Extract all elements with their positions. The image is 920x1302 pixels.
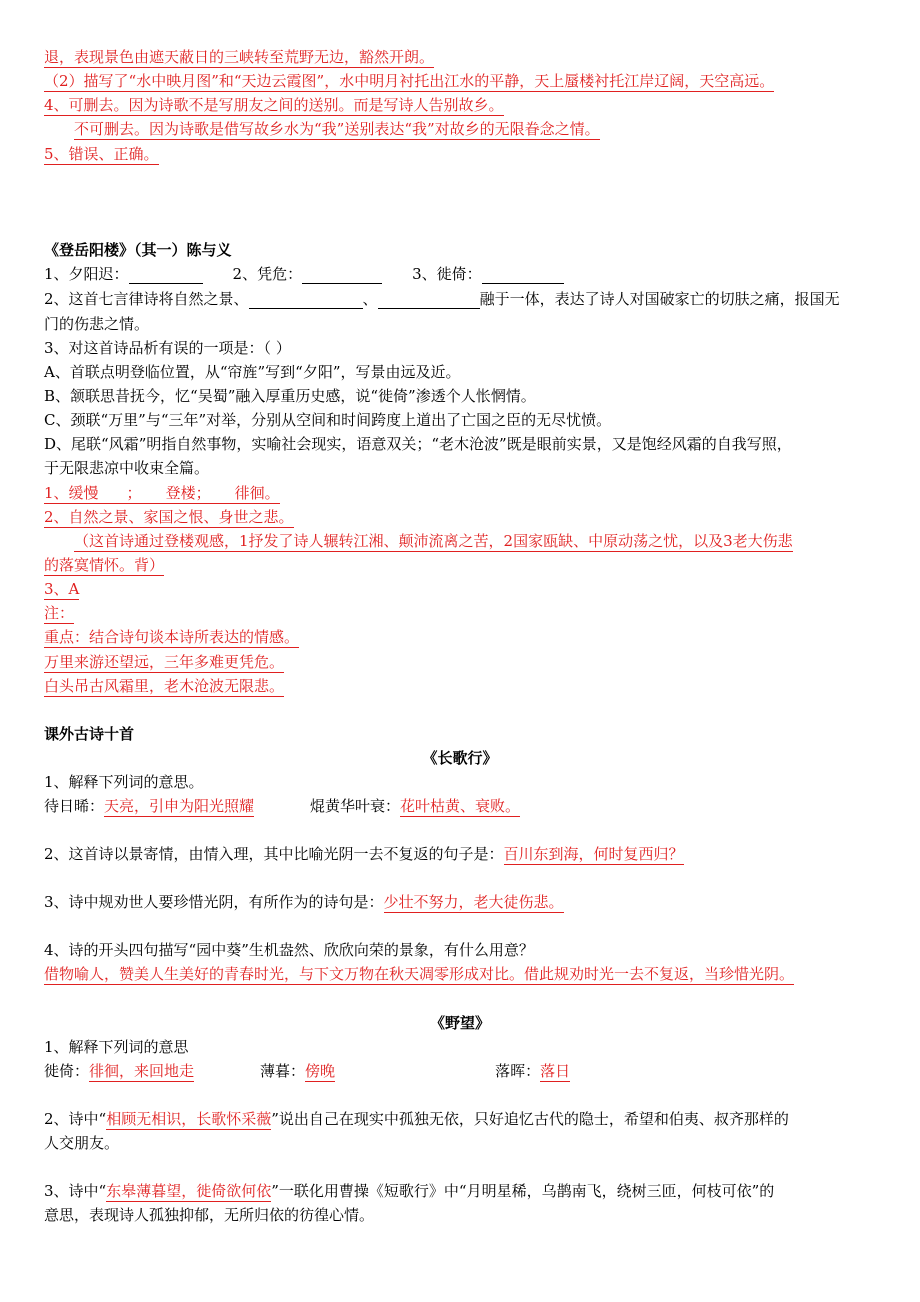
section-heading: 课外古诗十首: [44, 725, 135, 743]
answer-line: 的落寞情怀。背）: [44, 556, 165, 574]
question-line: 4、诗的开头四句描写“园中葵”生机盎然、欣欣向荣的景象，有什么用意？: [44, 941, 534, 959]
option-c: C、颈联“万里”与“三年”对举，分别从空间和时间跨度上道出了亡国之臣的无尽忧愤。: [44, 411, 612, 429]
answer-line: 白头吊古风霜里，老木沧波无限悲。: [44, 677, 285, 695]
question-line: 3、诗中“东皋薄暮望，徙倚欲何依”一联化用曹操《短歌行》中“月明星稀，乌鹊南飞，绕树三匝，何枝可依”的: [44, 1182, 775, 1200]
question-line: 2、这首七言律诗将自然之景、 、 融于一体，表达了诗人对国破家亡的切肤之痛，报国无: [44, 290, 840, 308]
question-line: 待日晞：天亮，引申为阳光照耀 焜黄华叶衰：花叶枯黄、衰败。: [44, 797, 521, 815]
blank: [482, 267, 564, 284]
answer-line: 万里来游还望远，三年多难更凭危。: [44, 653, 285, 671]
question-line: 1、夕阳迟： 2、凭危： 3、徙倚：: [44, 264, 564, 286]
option-b: B、颔联思昔抚今，忆“吴蜀”融入厚重历史感，说“徙倚”渗透个人怅惘情。: [44, 387, 536, 405]
poem-title: 《长歌行》: [422, 749, 498, 767]
option-d: D、尾联“风霜”明指自然事物，实喻社会现实，语意双关；“老木沧波”既是眼前实景，又是饱经风霜的自我写照，: [44, 435, 792, 453]
blank: [302, 267, 382, 284]
answer-line: 注：: [44, 604, 75, 622]
answer-line: 4、可删去。因为诗歌不是写朋友之间的送别。而是写诗人告别故乡。: [44, 96, 504, 114]
question-line: 意思，表现诗人孤独抑郁，无所归依的彷徨心情。: [44, 1206, 375, 1224]
question-line: 门的伤悲之情。: [44, 315, 150, 333]
answer-line: 退，表现景色由遮天蔽日的三峡转至荒野无边，豁然开朗。: [44, 48, 435, 66]
blank: [249, 292, 363, 309]
question-line: 人交朋友。: [44, 1134, 120, 1152]
question-line: 2、诗中“相顾无相识，长歌怀采薇”说出自己在现实中孤独无依，只好追忆古代的隐士，希望和伯夷、叔齐那样的: [44, 1110, 789, 1128]
answer-line: 借物喻人，赞美人生美好的青春时光，与下文万物在秋天凋零形成对比。借此规劝时光一去不复返，当珍惜光阴。: [44, 965, 795, 983]
section-title: 《登岳阳楼》（其一）陈与义: [44, 241, 232, 259]
option-a: A、首联点明登临位置，从“帘旌”写到“夕阳”，写景由远及近。: [44, 363, 461, 381]
answer-line: 1、缓慢 ； 登楼； 徘徊。: [44, 484, 280, 502]
question-line: 3、诗中规劝世人要珍惜光阴，有所作为的诗句是：少壮不努力，老大徒伤悲。: [44, 893, 564, 911]
question-line: 2、这首诗以景寄情，由情入理，其中比喻光阴一去不复返的句子是：百川东到海，何时复西归？: [44, 845, 684, 863]
blank: [378, 292, 480, 309]
answer-line: 2、自然之景、家国之恨、身世之悲。: [44, 508, 294, 526]
answer-line: 不可删去。因为诗歌是借写故乡水为“我”送别表达“我”对故乡的无限眷念之情。: [74, 120, 600, 138]
answer-line: 重点：结合诗句谈本诗所表达的情感。: [44, 628, 300, 646]
answer-line: （2）描写了“水中映月图”和“天边云霞图”，水中明月衬托出江水的平静，天上蜃楼衬托江岸辽阔，天空高远。: [44, 72, 775, 90]
answer-line: （这首诗通过登楼观感，1抒发了诗人辗转江湘、颠沛流离之苦，2国家瓯缺、中原动荡之忧，以及3老大伤悲: [74, 532, 793, 550]
question-line: 3、对这首诗品析有误的一项是：（ ）: [44, 339, 291, 357]
poem-title: 《野望》: [429, 1014, 490, 1032]
question-line: 1、解释下列词的意思: [44, 1038, 189, 1056]
answer-line: 5、错误、正确。: [44, 145, 159, 163]
question-line: 1、解释下列词的意思。: [44, 773, 204, 791]
answer-line: 3、A: [44, 580, 80, 598]
option-d-cont: 于无限悲凉中收束全篇。: [44, 459, 210, 477]
blank: [129, 267, 203, 284]
question-line: 徙倚：徘徊，来回地走 薄暮：傍晚 落晖：落日: [44, 1062, 571, 1080]
